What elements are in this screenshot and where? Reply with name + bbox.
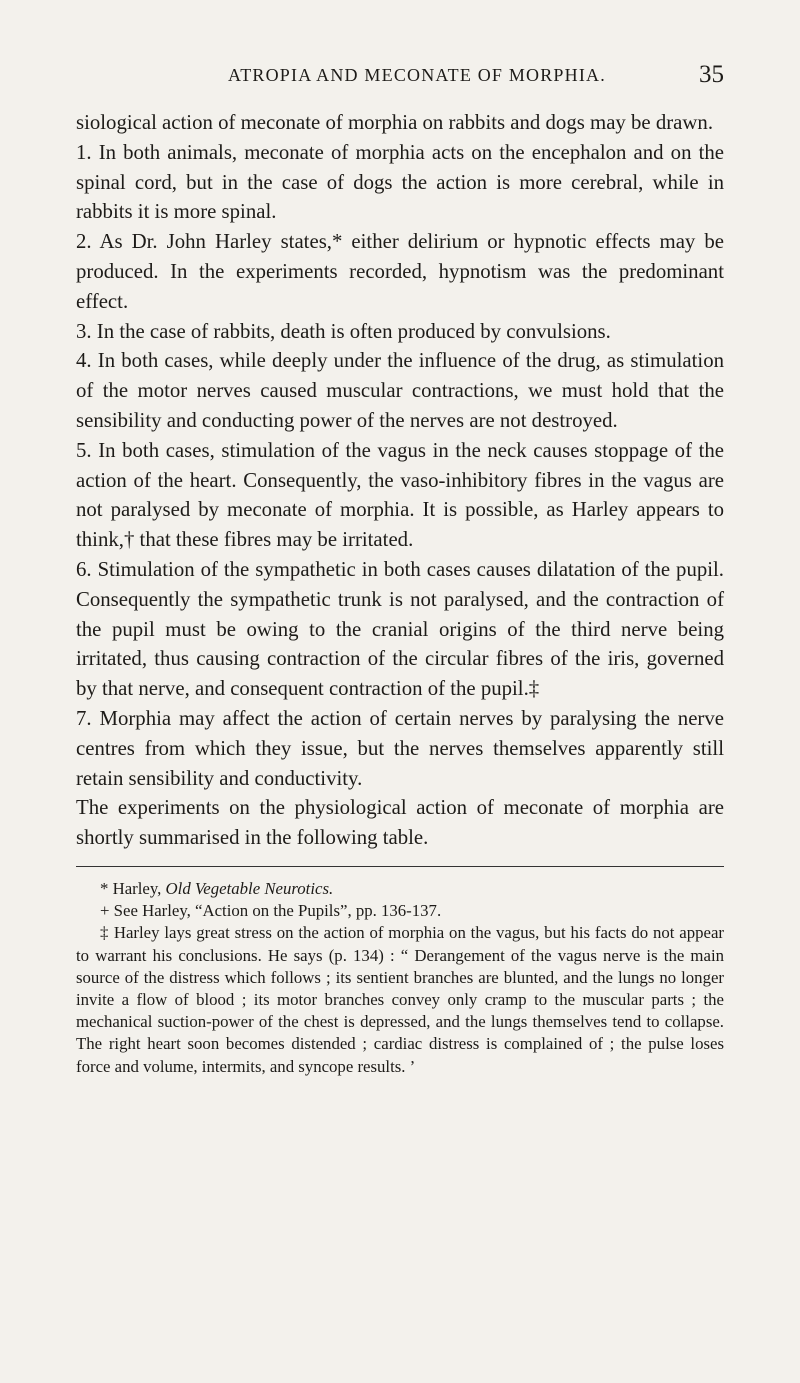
footnote-1-author: * Harley, (100, 879, 166, 898)
paragraph-point-3: 3. In the case of rabbits, death is often produced by convulsions. (76, 319, 611, 343)
paragraph-continuation: siological action of meconate of morphia on rabbits and dogs may be drawn. (76, 111, 714, 134)
paragraph-summary: The experiments on the physiological action of meconate of morphia are shortly summarised in the following table. (76, 796, 724, 850)
footnote-divider (76, 866, 724, 867)
paragraph-point-7: 7. Morphia may affect the action of certain nerves by paralysing the nerve centres from which they issue, but the nerves themselves apparently still retain sensibility and conductivity. (76, 706, 724, 790)
footnotes (76, 878, 724, 1078)
footnote-3: ‡ Harley lays great stress on the action of morphia on the vagus, but his facts do not appear to warrant his conclusions. He says (p. 134) : “ Derangement of the vagus nerve is the main source of the distress which follows ; its sentient branches are blunted, and the lungs no longer invite a flow of blood ; its motor branches convey only cramp to the muscular parts ; the mechanical suction-power of the chest is depressed, and the lungs themselves tend to collapse. The right heart soon becomes distended ; cardiac distress is complained of ; the pulse loses force and volume, intermits, and syncope results. ’ (76, 923, 724, 1076)
footnote-1 (76, 878, 724, 900)
paragraph-point-4: 4. In both cases, while deeply under the influence of the drug, as stimulation of the motor nerves caused muscular contractions, we must hold that the sensibility and conducting power of the nerves are not destroyed. (76, 349, 724, 432)
paragraph-point-2: 2. As Dr. John Harley states,* either delirium or hypnotic effects may be produced. In the experiments recorded, hypnotism was the predominant effect. (76, 230, 724, 313)
page-number: 35 (699, 61, 724, 88)
footnote-2: + See Harley, “Action on the Pupils”, pp. 136-137. (100, 901, 442, 921)
running-head (76, 63, 724, 93)
paragraph-point-1: 1. In both animals, meconate of morphia acts on the encephalon and on the spinal cord, but in the case of dogs the action is more cerebral, while in rabbits it is more spinal. (76, 140, 724, 224)
running-title: ATROPIA AND MECONATE OF MORPHIA. (228, 65, 606, 85)
body-text (76, 108, 724, 853)
paragraph-point-6: 6. Stimulation of the sympathetic in both cases causes dilatation of the pupil. Consequently the sympathetic trunk is not paralysed, and the contraction of the pupil must be owing to the cranial origins of the third nerve being irritated, thus causing contraction of the circular fibres of the iris, governed by that nerve, and consequent contraction of the pupil.‡ (76, 557, 724, 701)
footnote-1-title: Old Vegetable Neurotics. (165, 879, 334, 898)
paragraph-point-5: 5. In both cases, stimulation of the vagus in the neck causes stoppage of the action of the heart. Consequently, the vaso-inhibitory fibres in the vagus are not paralysed by meconate of morphia. It is possible, as Harley appears to think,† that these fibres may be irritated. (76, 438, 724, 552)
